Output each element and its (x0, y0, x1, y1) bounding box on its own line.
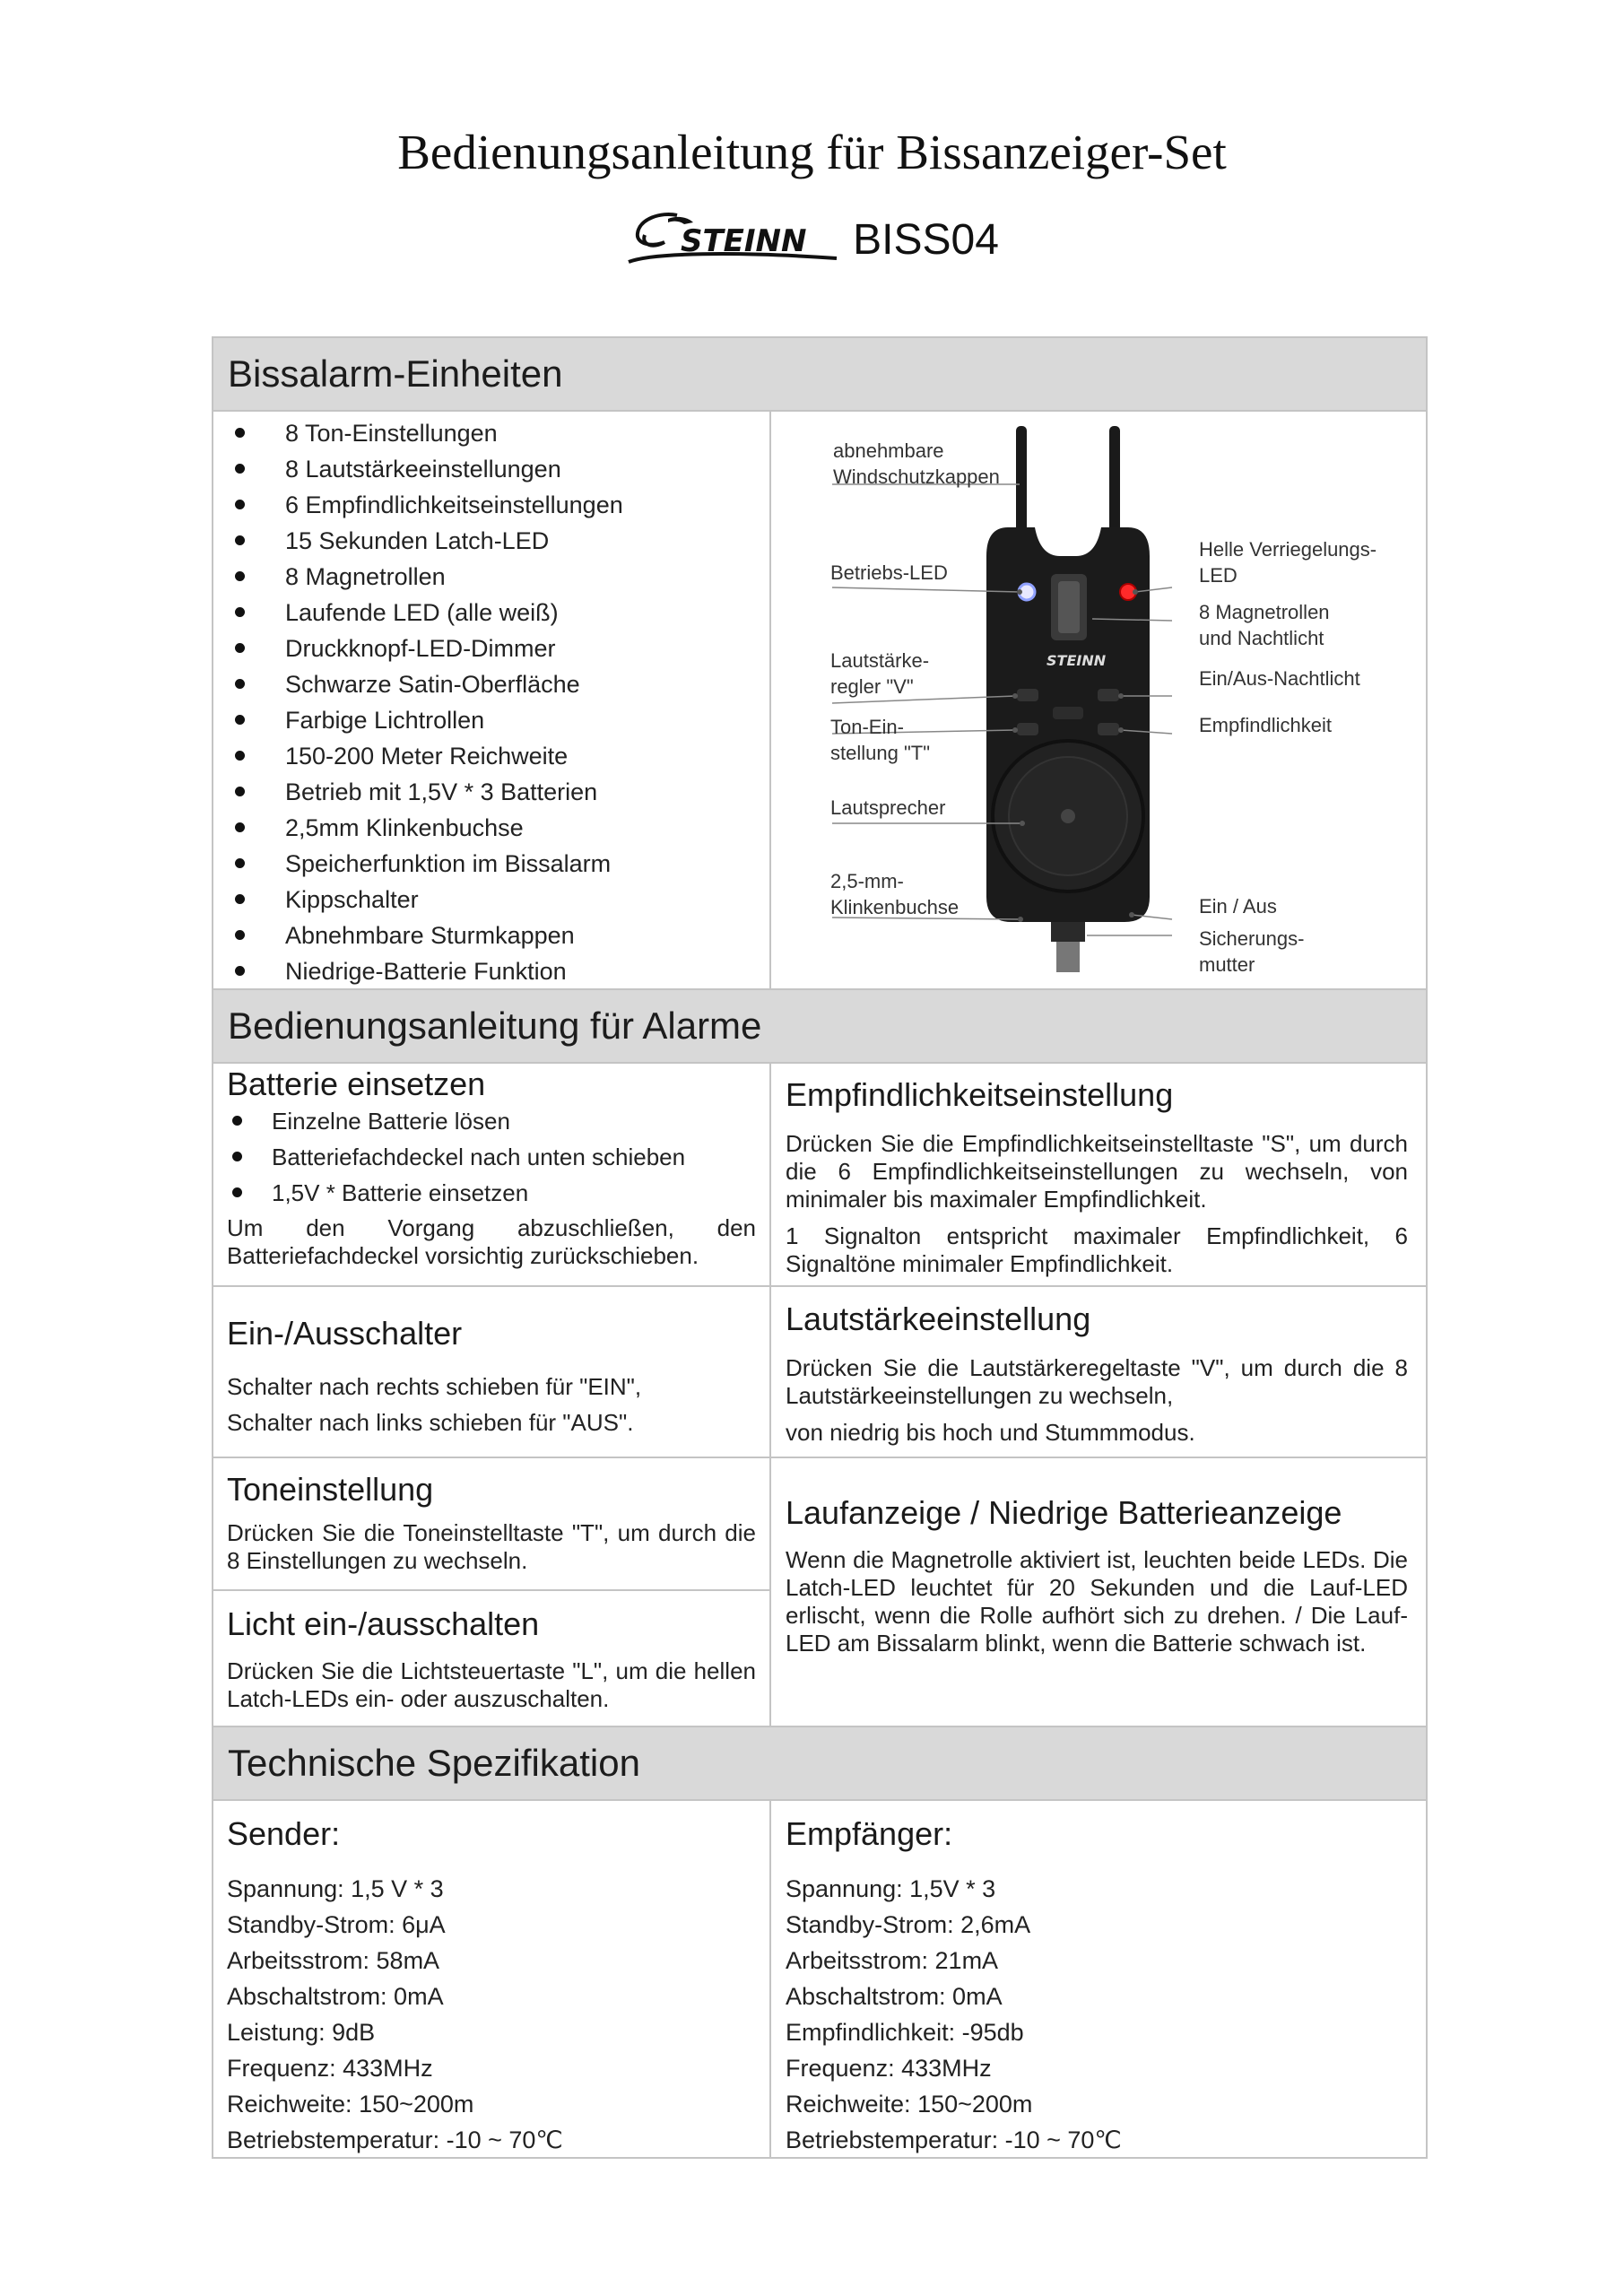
document-title: Bedienungsanleitung für Bissanzeiger-Set (397, 125, 1227, 179)
divider (213, 1457, 769, 1458)
spec-line: Betriebstemperatur: -10 ~ 70℃ (786, 2126, 1122, 2153)
list-item: Kippschalter (231, 882, 769, 918)
list-item: Einzelne Batterie lösen (227, 1103, 756, 1139)
licht-cell (227, 1605, 756, 1713)
empfaenger-cell (786, 1815, 1408, 2158)
device-logo-text: STEINN (1046, 652, 1107, 669)
steinn-logo-icon (625, 210, 840, 269)
list-item: 8 Lautstärkeeinstellungen (231, 451, 769, 487)
list-item: Druckknopf-LED-Dimmer (231, 631, 769, 666)
brand-model: BISS04 (853, 215, 999, 264)
spec-line: Reichweite: 150~200m (786, 2091, 1033, 2118)
spec-line: Abschaltstrom: 0mA (786, 1983, 1003, 2010)
list-item: Abnehmbare Sturmkappen (231, 918, 769, 953)
label-lautstaerkeregler: Lautstärke- regler "V" (830, 649, 930, 698)
divider (771, 1457, 1426, 1458)
feature-list (231, 415, 769, 989)
empfindlichkeit-cell (786, 1076, 1408, 1278)
laufanzeige-cell (786, 1494, 1408, 1657)
spec-line: Leistung: 9dB (227, 2019, 376, 2046)
divider (213, 1799, 1426, 1801)
lautstaerke-text-2: von niedrig bis hoch und Stummmodus. (786, 1419, 1195, 1446)
schalter-title: Ein-/Ausschalter (227, 1315, 463, 1352)
list-item: Niedrige-Batterie Funktion (231, 953, 769, 989)
label-windschutz: abnehmbare Windschutzkappen (833, 439, 1000, 488)
schalter-cell (227, 1315, 756, 1440)
divider (771, 1285, 1426, 1287)
list-item: Laufende LED (alle weiß) (231, 595, 769, 631)
label-nachtlicht: Ein/Aus-Nachtlicht (1199, 667, 1360, 690)
schalter-line-2: Schalter nach links schieben für "AUS". (227, 1409, 634, 1436)
spec-line: Standby-Strom: 6μA (227, 1911, 446, 1938)
spec-line: Reichweite: 150~200m (227, 2091, 474, 2118)
list-item: 1,5V * Batterie einsetzen (227, 1175, 756, 1211)
empfaenger-title: Empfänger: (786, 1815, 953, 1852)
divider (213, 1589, 769, 1591)
label-magnetrollen: 8 Magnetrollen und Nachtlicht (1199, 601, 1330, 649)
list-item: 2,5mm Klinkenbuchse (231, 810, 769, 846)
device-diagram (773, 413, 1426, 988)
spec-line: Empfindlichkeit: -95db (786, 2019, 1024, 2046)
label-ein-aus: Ein / Aus (1199, 895, 1277, 918)
list-item: 150-200 Meter Reichweite (231, 738, 769, 774)
spec-line: Abschaltstrom: 0mA (227, 1983, 444, 2010)
empfindlichkeit-text-2: 1 Signalton entspricht maximaler Empfindlichkeit, 6 Signaltöne minimaler Empfindlichkeit. (786, 1222, 1408, 1277)
lautstaerke-cell (786, 1300, 1408, 1447)
divider (213, 410, 1426, 412)
brand-logo-text: STEINN (681, 223, 807, 259)
list-item: 15 Sekunden Latch-LED (231, 523, 769, 559)
label-toneinstellung: Ton-Ein- stellung "T" (830, 716, 930, 764)
spec-line: Frequenz: 433MHz (786, 2055, 992, 2082)
label-betriebs-led: Betriebs-LED (830, 561, 948, 584)
label-verriegelungs-led: Helle Verriegelungs- LED (1199, 538, 1377, 587)
spec-line: Arbeitsstrom: 58mA (227, 1947, 440, 1974)
ton-text: Drücken Sie die Toneinstelltaste "T", um durch die 8 Einstellungen zu wechseln. (227, 1519, 756, 1574)
section-header-bissalarm: Bissalarm-Einheiten (213, 338, 1426, 410)
divider (213, 1285, 769, 1287)
spec-line: Spannung: 1,5V * 3 (786, 1875, 996, 1902)
column-divider (769, 1064, 771, 1726)
list-item: Speicherfunktion im Bissalarm (231, 846, 769, 882)
list-item: 8 Magnetrollen (231, 559, 769, 595)
ton-title: Toneinstellung (227, 1471, 434, 1508)
laufanzeige-title: Laufanzeige / Niedrige Batterieanzeige (786, 1494, 1342, 1531)
sender-title: Sender: (227, 1815, 341, 1852)
lautstaerke-text-1: Drücken Sie die Lautstärkeregeltaste "V", um durch die 8 Lautstärkeeinstellungen zu wechseln, (786, 1354, 1408, 1409)
sender-cell (227, 1815, 756, 2158)
label-sicherungsmutter: Sicherungs- mutter (1199, 927, 1305, 976)
list-item: Schwarze Satin-Oberfläche (231, 666, 769, 702)
ton-cell (227, 1471, 756, 1575)
spec-line: Standby-Strom: 2,6mA (786, 1911, 1031, 1938)
label-lautsprecher: Lautsprecher (830, 796, 946, 819)
batterie-cell (227, 1065, 756, 1270)
schalter-line-1: Schalter nach rechts schieben für "EIN", (227, 1373, 642, 1400)
spec-line: Betriebstemperatur: -10 ~ 70℃ (227, 2126, 563, 2153)
licht-title: Licht ein-/ausschalten (227, 1605, 540, 1642)
list-item: Betrieb mit 1,5V * 3 Batterien (231, 774, 769, 810)
batterie-title: Batterie einsetzen (227, 1065, 486, 1102)
list-item: 6 Empfindlichkeitseinstellungen (231, 487, 769, 523)
licht-text: Drücken Sie die Lichtsteuertaste "L", um die hellen Latch-LEDs ein- oder auszuschalten. (227, 1657, 756, 1712)
spec-line: Arbeitsstrom: 21mA (786, 1947, 999, 1974)
list-item: 8 Ton-Einstellungen (231, 415, 769, 451)
lautstaerke-title: Lautstärkeeinstellung (786, 1300, 1091, 1337)
label-empfindlichkeit: Empfindlichkeit (1199, 714, 1332, 736)
spec-line: Spannung: 1,5 V * 3 (227, 1875, 444, 1902)
section-header-bedienung: Bedienungsanleitung für Alarme (213, 990, 1426, 1062)
column-divider (769, 412, 771, 988)
laufanzeige-text: Wenn die Magnetrolle aktiviert ist, leuchten beide LEDs. Die Latch-LED leuchtet für 20 Sekunden und die Lauf-LED erlischt, wenn die Rolle aufhört sich zu drehen. / Die Lauf-LED am Bissalarm blinkt, wenn die Batterie schwach ist. (786, 1546, 1408, 1657)
empfindlichkeit-title: Empfindlichkeitseinstellung (786, 1076, 1174, 1113)
column-divider (769, 1801, 771, 2159)
list-item: Batteriefachdeckel nach unten schieben (227, 1139, 756, 1175)
section-header-technik: Technische Spezifikation (213, 1727, 1426, 1799)
empfindlichkeit-text-1: Drücken Sie die Empfindlichkeitseinstelltaste "S", um durch die 6 Empfindlichkeitseinstellungen zu wechseln, von minimaler bis maximaler Empfindlichkeit. (786, 1130, 1408, 1213)
brand-row (0, 208, 1624, 271)
label-klinkenbuchse: 2,5-mm- Klinkenbuchse (830, 870, 960, 918)
divider (213, 1062, 1426, 1064)
batterie-text: Um den Vorgang abzuschließen, den Batteriefachdeckel vorsichtig zurückschieben. (227, 1214, 756, 1269)
list-item: Farbige Lichtrollen (231, 702, 769, 738)
spec-line: Frequenz: 433MHz (227, 2055, 433, 2082)
